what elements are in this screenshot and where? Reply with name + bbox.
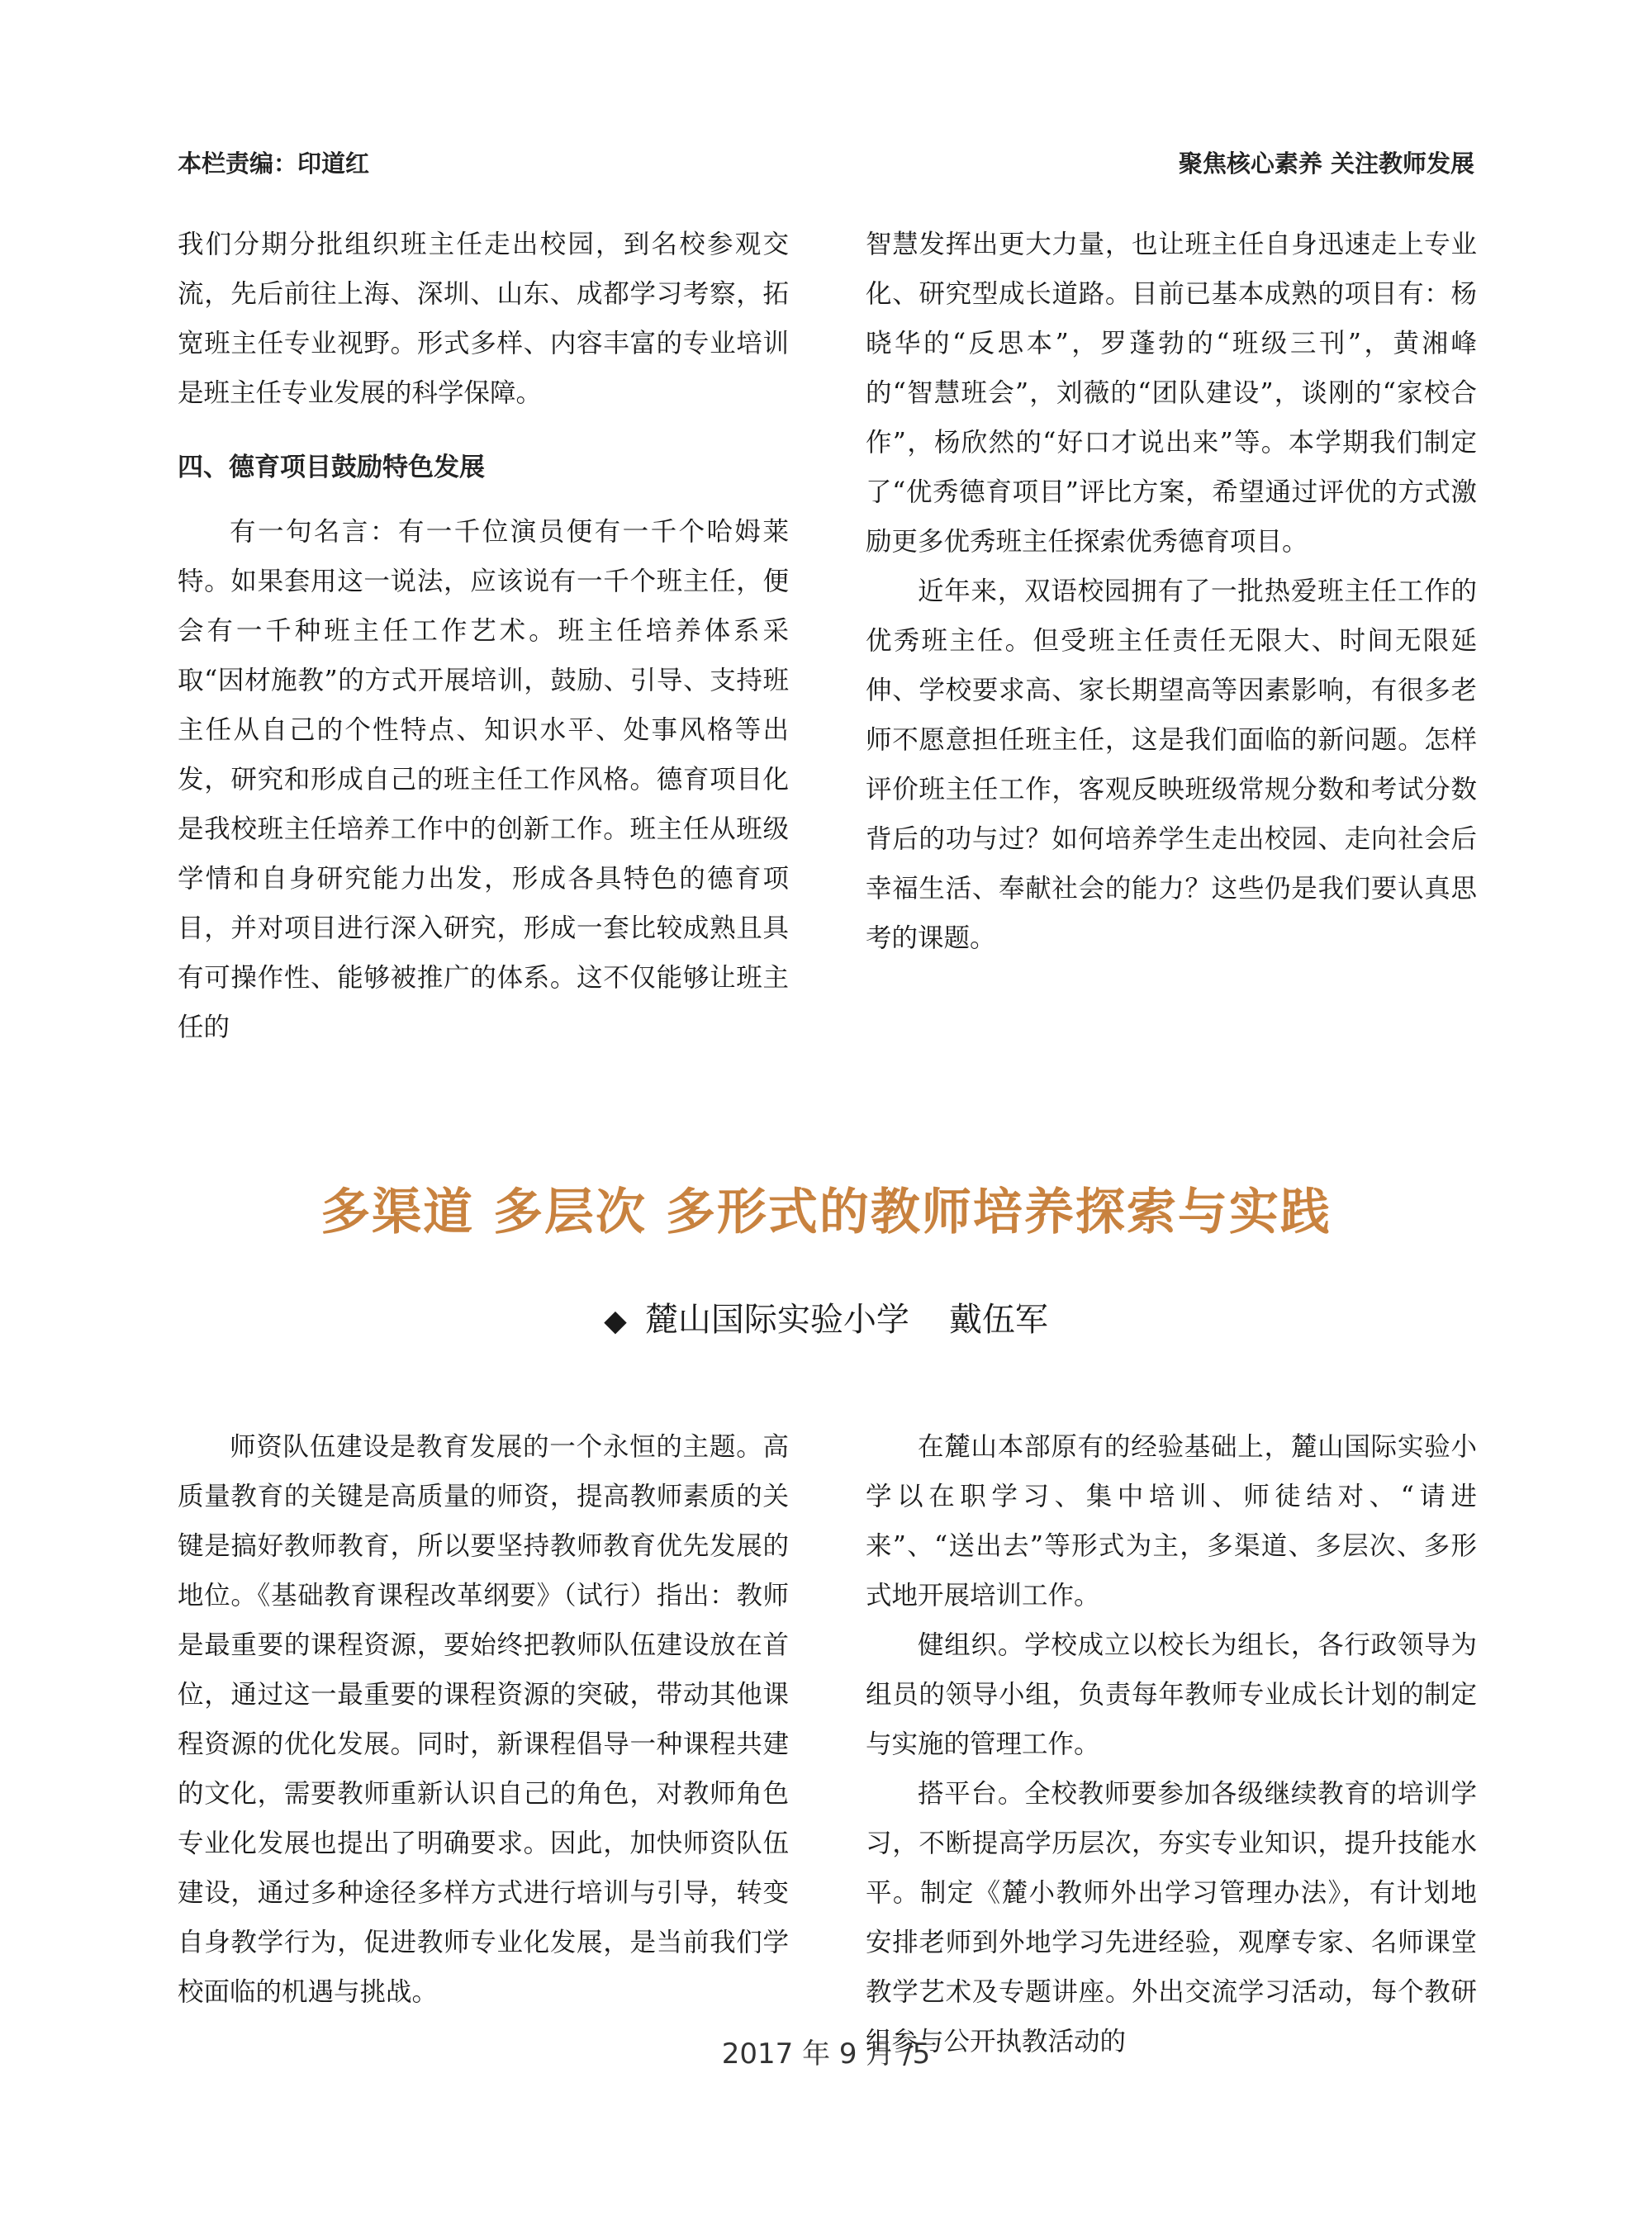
paragraph: 智慧发挥出更大力量，也让班主任自身迅速走上专业化、研究型成长道路。目前已基本成熟的项目有：杨晓华的“反思本”，罗蓬勃的“班级三刊”，黄湘峰的“智慧班会”，刘薇的“团队建设”，谈刚的“家校合作”，杨欣然的“好口才说出来”等。本学期我们制定了“优秀德育项目”评比方案，希望通过评优的方式激励更多优秀班主任探索优秀德育项目。 (866, 230, 1477, 557)
top-left-column (178, 220, 789, 1052)
paragraph: 在麓山本部原有的经验基础上，麓山国际实验小学以在职学习、集中培训、师徒结对、“请进来”、“送出去”等形式为主，多渠道、多层次、多形式地开展培训工作。 (866, 1432, 1477, 1611)
bottom-left-column (178, 1422, 789, 2017)
bottom-right-column (866, 1422, 1477, 2066)
section-heading: 四、德育项目鼓励特色发展 (178, 453, 485, 482)
paragraph: 我们分期分批组织班主任走出校园，到名校参观交流，先后前往上海、深圳、山东、成都学习考察，拓宽班主任专业视野。形式多样、内容丰富的专业培训是班主任专业发展的科学保障。 (178, 230, 789, 408)
paragraph: 搭平台。全校教师要参加各级继续教育的培训学习，不断提高学历层次，夯实专业知识，提升技能水平。制定《麓小教师外出学习管理办法》，有计划地安排老师到外地学习先进经验，观摩专家、名师课堂教学艺术及专题讲座。外出交流学习活动，每个教研组参与公开执教活动的 (866, 1779, 1477, 2057)
author-name: 戴伍军 (948, 1301, 1048, 1339)
page-number: 2017 年 9 月 /5 (721, 2038, 931, 2071)
top-right-column (866, 220, 1477, 963)
diamond-icon: ◆ (604, 1304, 627, 1338)
paragraph: 近年来，双语校园拥有了一批热爱班主任工作的优秀班主任。但受班主任责任无限大、时间无限延伸、学校要求高、家长期望高等因素影响，有很多老师不愿意担任班主任，这是我们面临的新问题。怎样评价班主任工作，客观反映班级常规分数和考试分数背后的功与过？如何培养学生走出校园、走向社会后幸福生活、奉献社会的能力？这些仍是我们要认真思考的课题。 (866, 576, 1477, 953)
header-column-editor: 本栏责编：印道红 (178, 149, 370, 178)
header-section-title: 聚焦核心素养 关注教师发展 (1178, 149, 1474, 178)
paragraph: 师资队伍建设是教育发展的一个永恒的主题。高质量教育的关键是高质量的师资，提高教师素质的关键是搞好教师教育，所以要坚持教师教育优先发展的地位。《基础教育课程改革纲要》（试行）指出：教师是最重要的课程资源，要始终把教师队伍建设放在首位，通过这一最重要的课程资源的突破，带动其他课程资源的优化发展。同时，新课程倡导一种课程共建的文化，需要教师重新认识自己的角色，对教师角色专业化发展也提出了明确要求。因此，加快师资队伍建设，通过多种途径多样方式进行培训与引导，转变自身教学行为，促进教师专业化发展，是当前我们学校面临的机遇与挑战。 (178, 1432, 789, 2007)
author-school: 麓山国际实验小学 (644, 1301, 909, 1339)
paragraph: 健组织。学校成立以校长为组长，各行政领导为组员的领导小组，负责每年教师专业成长计划的制定与实施的管理工作。 (866, 1630, 1477, 1759)
paragraph: 有一句名言：有一千位演员便有一千个哈姆莱特。如果套用这一说法，应该说有一千个班主任，便会有一千种班主任工作艺术。班主任培养体系采取“因材施教”的方式开展培训，鼓励、引导、支持班主任从自己的个性特点、知识水平、处事风格等出发，研究和形成自己的班主任工作风格。德育项目化是我校班主任培养工作中的创新工作。班主任从班级学情和自身研究能力出发，形成各具特色的德育项目，并对项目进行深入研究，形成一套比较成熟且具有可操作性、能够被推广的体系。这不仅能够让班主任的 (178, 517, 789, 1042)
article-byline (0, 1295, 1652, 1346)
article-title: 多渠道 多层次 多形式的教师培养探索与实践 (320, 1184, 1332, 1241)
